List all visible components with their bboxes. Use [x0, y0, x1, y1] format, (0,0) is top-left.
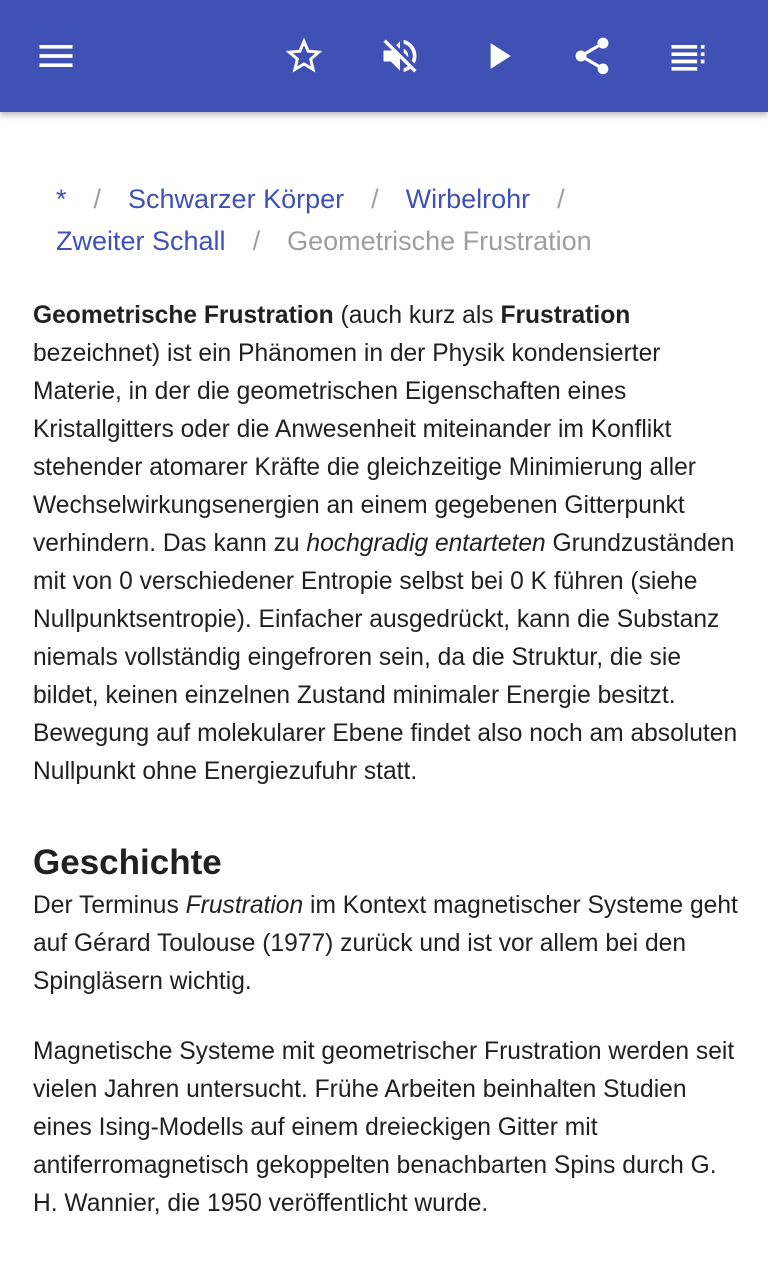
breadcrumb-item-zweiter-schall[interactable]: Zweiter Schall: [56, 226, 226, 256]
bookmark-button[interactable]: [276, 28, 332, 84]
mute-button[interactable]: [372, 28, 428, 84]
breadcrumb-separator: /: [93, 184, 102, 214]
history-text-1: Der Terminus: [33, 892, 186, 919]
history-paragraph-1: [33, 887, 738, 1001]
intro-text-1: (auch kurz als: [333, 302, 501, 329]
play-button[interactable]: [470, 28, 526, 84]
history-italic: Frustration: [185, 892, 304, 919]
intro-text-2: bezeichnet) ist ein Phänomen in der Physik kondensierter Materie, in der die geometrischen Eigenschaften eines Kristallgitters oder die Anwesenheit miteinander im Konflikt stehender atomarer Kräfte die gleichzeitige Minimierung aller Wechselwirkungsenergien an einem gegebenen Gitterpunkt verhindern. Das kann zu: [33, 340, 696, 557]
breadcrumb-separator: /: [371, 184, 379, 214]
share-button[interactable]: [564, 28, 620, 84]
playlist-icon: [666, 34, 710, 78]
intro-text-3: Grundzuständen mit von 0 verschiedener Entropie selbst bei 0 K führen (siehe Nullpunktsentropie). Einfacher ausgedrückt, kann die Substanz niemals vollständig eingefroren sein, da die Struktur, die sie bildet, keinen einzelnen Zustand minimaler Energie besitzt. Bewegung auf molekularer Ebene findet also noch am absoluten Nullpunkt ohne Energiezufuhr statt.: [33, 530, 738, 785]
breadcrumb-separator: /: [252, 226, 261, 256]
article-body: [33, 297, 738, 1223]
intro-short-term: Frustration: [500, 302, 631, 329]
history-paragraph-2: Magnetische Systeme mit geometrischer Frustration werden seit vielen Jahren untersucht. Frühe Arbeiten beinhalten Studien eines Ising-Modells auf einem dreieckigen Gitter mit antiferromagnetisch gekoppelten benachbarten Spins durch G. H. Wannier, die 1950 veröffentlicht wurde.: [33, 1038, 735, 1217]
breadcrumb-item-home[interactable]: *: [56, 184, 67, 214]
playlist-button[interactable]: [660, 28, 716, 84]
intro-italic: hochgradig entarteten: [306, 530, 546, 557]
intro-term: Geometrische Frustration: [33, 302, 334, 329]
breadcrumb-item-wirbelrohr[interactable]: Wirbelrohr: [405, 184, 531, 214]
history-text-2: im Kontext magnetischer Systeme geht auf Gérard Toulouse (1977) zurück und ist vor allem bei den Spingläsern wichtig.: [33, 892, 738, 995]
star-outline-icon: [282, 34, 326, 78]
section-title-geschichte: Geschichte: [33, 843, 222, 882]
intro-paragraph: [33, 297, 738, 791]
play-icon: [476, 34, 520, 78]
volume-off-icon: [378, 34, 422, 78]
menu-icon: [34, 34, 78, 78]
breadcrumb-separator: /: [557, 184, 565, 214]
menu-button[interactable]: [28, 28, 84, 84]
breadcrumb: [56, 178, 736, 262]
breadcrumb-current: Geometrische Frustration: [287, 226, 592, 256]
content-area: [0, 112, 768, 1280]
breadcrumb-item-schwarzer-koerper[interactable]: Schwarzer Körper: [128, 184, 345, 214]
app-bar: [0, 0, 768, 112]
share-icon: [570, 34, 614, 78]
